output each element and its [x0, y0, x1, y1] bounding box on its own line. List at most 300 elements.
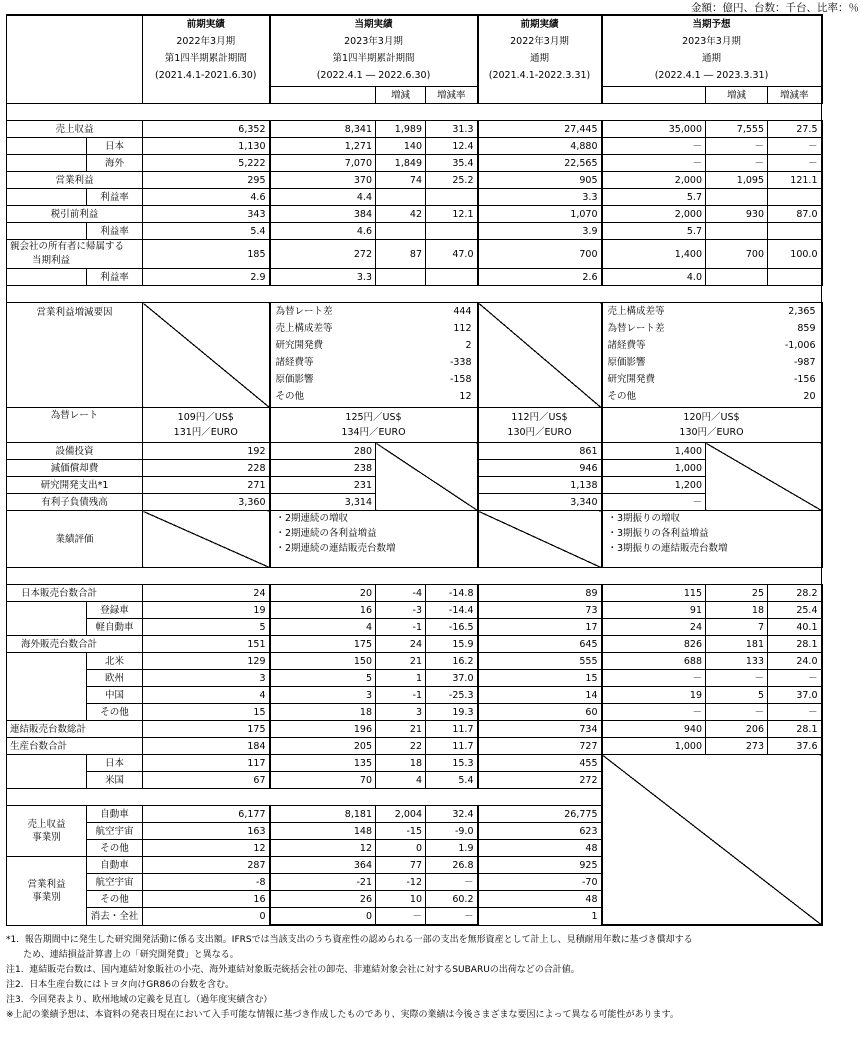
row-label: 売上収益: [7, 121, 143, 138]
value-cell: 184: [143, 738, 270, 755]
value-cell: 25.2: [426, 172, 478, 189]
value-cell: 4.6: [270, 223, 376, 240]
value-cell: 4: [376, 772, 426, 789]
header-cur-blank: [270, 87, 376, 104]
evaluation-item: ・3期振りの各利益増益: [607, 528, 709, 539]
footnotes: [6, 933, 693, 1023]
value-cell: 11.7: [426, 721, 478, 738]
table-row: [7, 585, 822, 602]
value-cell: 3.3: [270, 269, 376, 286]
row-label: 利益率: [87, 269, 143, 286]
header-cur_q-sub1: 2023年3月期: [344, 36, 403, 47]
value-cell: 5: [270, 670, 376, 687]
evaluation-item: ・2期連続の連結販売台数増: [275, 543, 396, 554]
value-cell: 645: [478, 636, 602, 653]
segment-label: 消去・全社: [87, 908, 143, 926]
value-cell: －: [602, 704, 706, 721]
capex-label: 設備投資: [7, 443, 143, 460]
value-cell: 5: [143, 619, 270, 636]
value-cell: 370: [270, 172, 376, 189]
value-cell: -8: [143, 874, 270, 891]
table-row: [7, 155, 822, 172]
factor-value: 12: [459, 391, 472, 402]
value-cell: 27.5: [768, 121, 822, 138]
factor-name: その他: [607, 391, 637, 402]
factor-name: 為替レート差: [275, 306, 333, 317]
table-row: [7, 670, 822, 687]
factor-item: [606, 354, 818, 371]
op-factors-current: [270, 303, 478, 408]
evaluation-forecast: [602, 511, 822, 568]
table-row: [7, 687, 822, 704]
header-fcst: [602, 15, 822, 87]
value-cell: 1,130: [143, 138, 270, 155]
units-label: 中国: [87, 687, 143, 704]
value-cell: -25.3: [426, 687, 478, 704]
value-cell: 24: [143, 585, 270, 602]
value-cell: 5: [706, 687, 768, 704]
value-cell: 24.0: [768, 653, 822, 670]
value-cell: -1: [376, 687, 426, 704]
value-cell: 48: [478, 840, 602, 857]
value-cell: 6,352: [143, 121, 270, 138]
value-cell: [706, 223, 768, 240]
value-cell: －: [768, 704, 822, 721]
value-cell: 455: [478, 755, 602, 772]
factor-name: 原価影響: [607, 357, 646, 368]
value-cell: -14.8: [426, 585, 478, 602]
header-fcst-blank: [602, 87, 706, 104]
op-factors-label: 営業利益増減要因: [7, 303, 143, 408]
header-prev_q-sub1: 2022年3月期: [176, 36, 236, 47]
fx-label: 為替レート: [7, 408, 143, 443]
table-row: [7, 189, 822, 206]
value-cell: 700: [706, 240, 768, 269]
value-cell: －: [602, 670, 706, 687]
value-cell: 175: [270, 636, 376, 653]
segment-label: その他: [87, 840, 143, 857]
value-cell: 205: [270, 738, 376, 755]
value-cell: 7: [706, 619, 768, 636]
fx-usd: 109円／US$: [177, 412, 234, 423]
evaluation-item: ・3期振りの連結販売台数増: [607, 543, 728, 554]
factor-item: [274, 337, 474, 354]
segment-label: その他: [87, 891, 143, 908]
value-cell: 1,271: [270, 138, 376, 155]
footnote: 注1. 連結販売台数は、国内連結対象販社の小売、海外連結対象販売統括会社の卸売、非連結対象会社に対するSUBARUの出荷などの合計値。: [6, 965, 580, 975]
evaluation-item: ・3期振りの増収: [607, 513, 681, 524]
table-row: [7, 619, 822, 636]
value-cell: 163: [143, 823, 270, 840]
fx-usd: 120円／US$: [683, 412, 740, 423]
header-prev_fy-title: 前期実績: [520, 19, 559, 30]
value-cell: 3,340: [478, 494, 602, 511]
table-row: [7, 206, 822, 223]
table-row: [7, 602, 822, 619]
value-cell: 185: [143, 240, 270, 269]
value-cell: 48: [478, 891, 602, 908]
value-cell: 19.3: [426, 704, 478, 721]
indent-cell: [7, 772, 87, 789]
value-cell: 21: [376, 653, 426, 670]
value-cell: 18: [376, 755, 426, 772]
value-cell: [768, 223, 822, 240]
indent-cell: [7, 189, 87, 206]
header-fcst-change: 増減: [706, 87, 768, 104]
diagonal-cell: [478, 303, 602, 408]
row-label: 利益率: [87, 189, 143, 206]
units-label: 連結販売台数総計: [7, 721, 143, 738]
table-row: [7, 240, 822, 269]
diagonal-cell: [143, 511, 270, 568]
header-cur_q-title: 当期実績: [354, 19, 393, 30]
value-cell: 3.9: [478, 223, 602, 240]
value-cell: 3,314: [270, 494, 376, 511]
value-cell: 272: [270, 240, 376, 269]
production-label: 生産台数合計: [7, 738, 143, 755]
value-cell: 19: [143, 602, 270, 619]
factor-value: 112: [453, 323, 472, 334]
value-cell: 0: [143, 908, 270, 926]
value-cell: 861: [478, 443, 602, 460]
factor-value: 444: [453, 306, 472, 317]
value-cell: 87.0: [768, 206, 822, 223]
value-cell: 5.4: [143, 223, 270, 240]
header-prev_q-sub2: 第1四半期累計期間: [164, 53, 247, 64]
factor-value: 2: [465, 340, 472, 351]
table-row: [7, 568, 822, 585]
value-cell: 24: [602, 619, 706, 636]
value-cell: 2,000: [602, 172, 706, 189]
table-row: [7, 121, 822, 138]
value-cell: 946: [478, 460, 602, 477]
value-cell: -9.0: [426, 823, 478, 840]
header-cur-change: 増減: [376, 87, 426, 104]
indent-cell: [7, 687, 87, 704]
production-label: 日本: [87, 755, 143, 772]
indent-cell: [7, 619, 87, 636]
header-fcst-sub1: 2023年3月期: [682, 36, 741, 47]
value-cell: －: [768, 155, 822, 172]
value-cell: 11.7: [426, 738, 478, 755]
seg_rev-label: [7, 806, 87, 857]
header-cur_q-range: (2022.4.1 ― 2022.6.30): [316, 70, 431, 81]
production-label: 米国: [87, 772, 143, 789]
value-cell: 70: [270, 772, 376, 789]
value-cell: 238: [270, 460, 376, 477]
value-cell: [426, 189, 478, 206]
factor-item: [606, 320, 818, 337]
factor-item: [606, 371, 818, 388]
value-cell: 1: [376, 670, 426, 687]
value-cell: 280: [270, 443, 376, 460]
factor-item: [606, 388, 818, 405]
value-cell: 287: [143, 857, 270, 874]
value-cell: 727: [478, 738, 602, 755]
op-factors-forecast: [602, 303, 822, 408]
table-row: [7, 138, 822, 155]
value-cell: 135: [270, 755, 376, 772]
factor-name: 研究開発費: [275, 340, 324, 351]
value-cell: 42: [376, 206, 426, 223]
value-cell: 5.7: [602, 223, 706, 240]
value-cell: 206: [706, 721, 768, 738]
value-cell: 8,341: [270, 121, 376, 138]
value-cell: 24: [376, 636, 426, 653]
value-cell: [706, 189, 768, 206]
value-cell: 295: [143, 172, 270, 189]
table-row: [7, 636, 822, 653]
value-cell: －: [602, 138, 706, 155]
factor-item: [274, 303, 474, 320]
factor-item: [274, 371, 474, 388]
fx-usd: 112円／US$: [511, 412, 568, 423]
value-cell: 27,445: [478, 121, 602, 138]
value-cell: [426, 223, 478, 240]
value-cell: 181: [706, 636, 768, 653]
value-cell: [376, 223, 426, 240]
value-cell: 60: [478, 704, 602, 721]
value-cell: 121.1: [768, 172, 822, 189]
value-cell: 5.4: [426, 772, 478, 789]
value-cell: 4: [270, 619, 376, 636]
value-cell: [768, 189, 822, 206]
value-cell: 1,000: [602, 460, 706, 477]
row-label-line1: 親会社の所有者に帰属する: [10, 241, 125, 252]
value-cell: [426, 269, 478, 286]
fx-euro: 134円／EURO: [341, 427, 406, 438]
factor-item: [274, 354, 474, 371]
results-table: [6, 14, 823, 926]
value-cell: 77: [376, 857, 426, 874]
value-cell: 2,004: [376, 806, 426, 823]
value-cell: 4: [143, 687, 270, 704]
value-cell: -1: [376, 619, 426, 636]
footnote: 注2. 日本生産台数にはトヨタ向けGR86の台数を含む。: [6, 980, 234, 990]
value-cell: 3.3: [478, 189, 602, 206]
row-label: 税引前利益: [7, 206, 143, 223]
footnote: ため、連結損益計算書上の「研究開発費」と異なる。: [6, 950, 239, 960]
factor-value: -338: [449, 357, 472, 368]
factor-name: 研究開発費: [607, 374, 656, 385]
footnote: 注3. 今回発表より、欧州地域の定義を見直し（過年度実績含む）: [6, 995, 273, 1005]
value-cell: 67: [143, 772, 270, 789]
value-cell: 940: [602, 721, 706, 738]
value-cell: 35,000: [602, 121, 706, 138]
row-label: 日本: [87, 138, 143, 155]
evaluation-item: ・2期連続の増収: [275, 513, 349, 524]
header-cur-rate: 増減率: [426, 87, 478, 104]
units-label: 欧州: [87, 670, 143, 687]
value-cell: 89: [478, 585, 602, 602]
header-prev_q-range: (2021.4.1-2021.6.30): [155, 70, 257, 81]
units-label: 軽自動車: [87, 619, 143, 636]
value-cell: -4: [376, 585, 426, 602]
value-cell: 7,555: [706, 121, 768, 138]
value-cell: 1,095: [706, 172, 768, 189]
indent-cell: [7, 138, 87, 155]
value-cell: -21: [270, 874, 376, 891]
factor-item: [606, 337, 818, 354]
value-cell: 140: [376, 138, 426, 155]
table-row: [7, 303, 822, 408]
value-cell: 87: [376, 240, 426, 269]
value-cell: 100.0: [768, 240, 822, 269]
table-row: [7, 286, 822, 303]
diagonal-cell: [376, 443, 478, 511]
table-row: [7, 704, 822, 721]
value-cell: 18: [270, 704, 376, 721]
value-cell: 60.2: [426, 891, 478, 908]
value-cell: 272: [478, 772, 602, 789]
fx-euro: 130円／EURO: [507, 427, 572, 438]
value-cell: -70: [478, 874, 602, 891]
value-cell: 37.0: [768, 687, 822, 704]
value-cell: －: [768, 138, 822, 155]
value-cell: 1,138: [478, 477, 602, 494]
value-cell: 826: [602, 636, 706, 653]
value-cell: 74: [376, 172, 426, 189]
fx-fcst: [602, 408, 822, 443]
factor-name: 為替レート差: [607, 323, 665, 334]
segment-label: 航空宇宙: [87, 874, 143, 891]
value-cell: 31.3: [426, 121, 478, 138]
segment-label: 自動車: [87, 806, 143, 823]
value-cell: -14.4: [426, 602, 478, 619]
value-cell: 133: [706, 653, 768, 670]
value-cell: －: [706, 155, 768, 172]
factor-value: -158: [449, 374, 472, 385]
value-cell: [376, 269, 426, 286]
value-cell: 40.1: [768, 619, 822, 636]
value-cell: 37.6: [768, 738, 822, 755]
capex-label: 研究開発支出*1: [7, 477, 143, 494]
segment-label: 自動車: [87, 857, 143, 874]
factor-item: [274, 388, 474, 405]
table-row: [7, 223, 822, 240]
value-cell: －: [768, 670, 822, 687]
value-cell: 117: [143, 755, 270, 772]
value-cell: 12.4: [426, 138, 478, 155]
value-cell: －: [376, 908, 426, 926]
value-cell: 0: [376, 840, 426, 857]
indent-cell: [7, 704, 87, 721]
value-cell: 905: [478, 172, 602, 189]
value-cell: -15: [376, 823, 426, 840]
value-cell: －: [602, 494, 706, 511]
value-cell: 1,849: [376, 155, 426, 172]
header-prev_q-title: 前期実績: [186, 19, 225, 30]
value-cell: 5.7: [602, 189, 706, 206]
value-cell: [376, 189, 426, 206]
value-cell: －: [426, 874, 478, 891]
fx-euro: 130円／EURO: [679, 427, 744, 438]
table-row: [7, 104, 822, 121]
value-cell: 26,775: [478, 806, 602, 823]
value-cell: 2.6: [478, 269, 602, 286]
header-corner: [7, 15, 143, 104]
value-cell: 26.8: [426, 857, 478, 874]
header-fcst-rate: 増減率: [768, 87, 822, 104]
units-label: その他: [87, 704, 143, 721]
value-cell: 196: [270, 721, 376, 738]
value-cell: 623: [478, 823, 602, 840]
value-cell: 32.4: [426, 806, 478, 823]
value-cell: [768, 269, 822, 286]
value-cell: 343: [143, 206, 270, 223]
value-cell: 3: [270, 687, 376, 704]
evaluation-current: [270, 511, 478, 568]
indent-cell: [7, 653, 87, 670]
capex-label: 減価償却費: [7, 460, 143, 477]
units-label: 日本販売台数合計: [7, 585, 143, 602]
value-cell: 150: [270, 653, 376, 670]
fx-usd: 125円／US$: [345, 412, 402, 423]
table-row: [7, 269, 822, 286]
value-cell: 20: [270, 585, 376, 602]
value-cell: 28.1: [768, 721, 822, 738]
row-label: 営業利益: [7, 172, 143, 189]
table-row: [7, 755, 822, 772]
value-cell: 28.2: [768, 585, 822, 602]
value-cell: 91: [602, 602, 706, 619]
diagonal-cell: [478, 511, 602, 568]
factor-value: 20: [803, 391, 816, 402]
value-cell: 73: [478, 602, 602, 619]
value-cell: -16.5: [426, 619, 478, 636]
value-cell: 192: [143, 443, 270, 460]
value-cell: 16: [143, 891, 270, 908]
seg_rev-label-line1: 売上収益: [27, 819, 66, 830]
capex-label: 有利子負債残高: [7, 494, 143, 511]
table-row: [7, 408, 822, 443]
factor-item: [606, 303, 818, 320]
value-cell: 364: [270, 857, 376, 874]
value-cell: 384: [270, 206, 376, 223]
value-cell: 4.4: [270, 189, 376, 206]
evaluation-item: ・2期連続の各利益増益: [275, 528, 377, 539]
value-cell: 271: [143, 477, 270, 494]
seg_op-label: [7, 857, 87, 926]
value-cell: 21: [376, 721, 426, 738]
value-cell: 35.4: [426, 155, 478, 172]
value-cell: 1,000: [602, 738, 706, 755]
value-cell: 10: [376, 891, 426, 908]
header-cur_q-sub2: 第1四半期累計期間: [332, 53, 415, 64]
value-cell: 16: [270, 602, 376, 619]
value-cell: 22,565: [478, 155, 602, 172]
value-cell: －: [706, 704, 768, 721]
row-label-line2: 当期利益: [32, 255, 71, 266]
footnote: *1. 報告期間中に発生した研究開発活動に係る支出額。IFRSでは当該支出のうち資産性の認められる一部の支出を無形資産として計上し、見積耐用年数に基づき償却する: [6, 935, 693, 945]
unit-label: 金額：億円、台数：千台、比率：％: [691, 2, 859, 14]
table-row: [7, 721, 822, 738]
value-cell: 734: [478, 721, 602, 738]
seg_op-label-line1: 営業利益: [27, 878, 66, 890]
value-cell: 25.4: [768, 602, 822, 619]
seg_op-label-line2: 事業別: [32, 891, 61, 903]
indent-cell: [7, 269, 87, 286]
value-cell: 22: [376, 738, 426, 755]
header-fcst-sub2: 通期: [701, 53, 721, 64]
value-cell: 925: [478, 857, 602, 874]
table-row: [7, 15, 822, 87]
value-cell: 4.6: [143, 189, 270, 206]
diagonal-cell: [706, 443, 822, 511]
indent-cell: [7, 670, 87, 687]
value-cell: 228: [143, 460, 270, 477]
units-label: 登録車: [87, 602, 143, 619]
